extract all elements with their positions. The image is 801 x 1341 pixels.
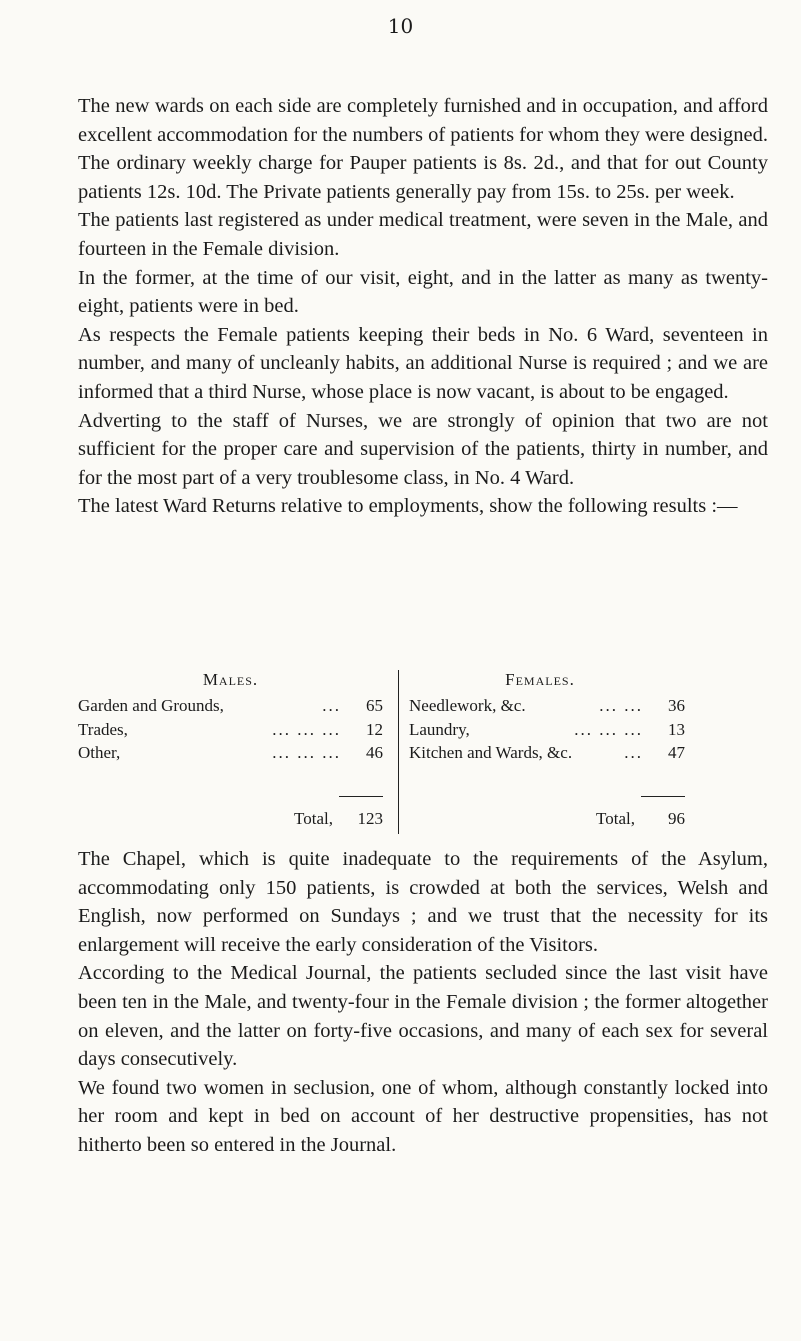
table-row bbox=[395, 741, 685, 765]
page-number: 10 bbox=[387, 14, 414, 38]
paragraph-ward-returns: The latest Ward Returns relative to employments, show the following results :— bbox=[78, 495, 738, 518]
total-label: Total, bbox=[596, 809, 635, 828]
paragraph-new-wards: The new wards on each side are completely furnished and in occupation, and afford excellent accommodation for the numbers of patients for whom they were designed. bbox=[78, 95, 768, 146]
total-value: 123 bbox=[357, 809, 383, 828]
females-total-row bbox=[395, 808, 685, 830]
paragraph-staff-of-nurses: Adverting to the staff of Nurses, we are strongly of opinion that two are not sufficient for the proper care and supervision of the patients, thirty in number, and for the most part of a very troublesome class, in No. 4 Ward. bbox=[78, 409, 768, 489]
leader-dots: ... ... ... bbox=[272, 719, 341, 739]
row-value: 47 bbox=[668, 743, 685, 762]
paragraph-registered-patients: The patients last registered as under medical treatment, were seven in the Male, and fourteen in the Female division. bbox=[78, 209, 768, 260]
table-row bbox=[395, 718, 685, 742]
row-label: Trades, bbox=[78, 719, 128, 739]
table-row bbox=[395, 694, 685, 718]
sum-rule bbox=[339, 796, 383, 797]
row-label: Other, bbox=[78, 743, 121, 762]
males-total-row bbox=[78, 808, 383, 830]
leader-dots: ... ... ... bbox=[574, 719, 643, 739]
row-value: 36 bbox=[668, 696, 685, 715]
row-value: 12 bbox=[366, 719, 383, 739]
row-value: 46 bbox=[366, 743, 383, 762]
paragraph-weekly-charge: The ordinary weekly charge for Pauper patients is 8s. 2d., and that for out County patients 12s. 10d. The Private patients generally pay from 15s. to 25s. per week. bbox=[78, 152, 768, 203]
females-heading: Females. bbox=[505, 670, 575, 689]
row-label: Kitchen and Wards, &c. bbox=[409, 743, 573, 762]
body-text-top bbox=[78, 92, 768, 521]
row-label: Garden and Grounds, bbox=[78, 696, 224, 715]
leader-dots: ... ... bbox=[599, 696, 643, 715]
table-row bbox=[78, 718, 383, 742]
row-label: Laundry, bbox=[409, 719, 470, 739]
table-row bbox=[78, 694, 383, 718]
body-text-bottom bbox=[78, 845, 768, 1160]
leader-dots: ... ... ... bbox=[272, 743, 341, 762]
row-label: Needlework, &c. bbox=[409, 696, 526, 715]
paragraph-patients-in-bed: In the former, at the time of our visit, eight, and in the latter as many as twenty-eight, patients were in bed. bbox=[78, 266, 768, 318]
paragraph-medical-journal: According to the Medical Journal, the patients secluded since the last visit have been ten in the Male, and twenty-four in the Female division ; the former altogether on eleven, and the latter on forty-five occasions, and many of each sex for several days consecutively. bbox=[78, 962, 768, 1071]
total-label: Total, bbox=[294, 809, 333, 828]
males-column bbox=[78, 670, 383, 828]
paragraph-seclusion: We found two women in seclusion, one of whom, although constantly locked into her room and kept in bed on account of her destructive propensities, has not hitherto been so entered in the Journal. bbox=[78, 1076, 768, 1156]
females-column bbox=[395, 670, 685, 828]
employment-table bbox=[78, 670, 768, 840]
sum-rule bbox=[641, 796, 685, 797]
leader-dots: ... bbox=[624, 743, 643, 762]
paragraph-ward-6-nurses: As respects the Female patients keeping their beds in No. 6 Ward, seventeen in number, and many of uncleanly habits, an additional Nurse is required ; and we are informed that a third Nurse, whose place is now vacant, is about to be engaged. bbox=[78, 323, 768, 403]
leader-dots: ... bbox=[322, 696, 341, 715]
table-row bbox=[78, 741, 383, 765]
row-value: 13 bbox=[668, 719, 685, 739]
paragraph-chapel: The Chapel, which is quite inadequate to the requirements of the Asylum, accommodating only 150 patients, is crowded at both the services, Welsh and English, now performed on Sundays ; and we trust that the necessity for its enlargement will receive the early consideration of the Visitors. bbox=[78, 848, 768, 956]
males-heading: Males. bbox=[202, 670, 259, 689]
row-value: 65 bbox=[366, 696, 383, 715]
total-value: 96 bbox=[668, 809, 685, 828]
